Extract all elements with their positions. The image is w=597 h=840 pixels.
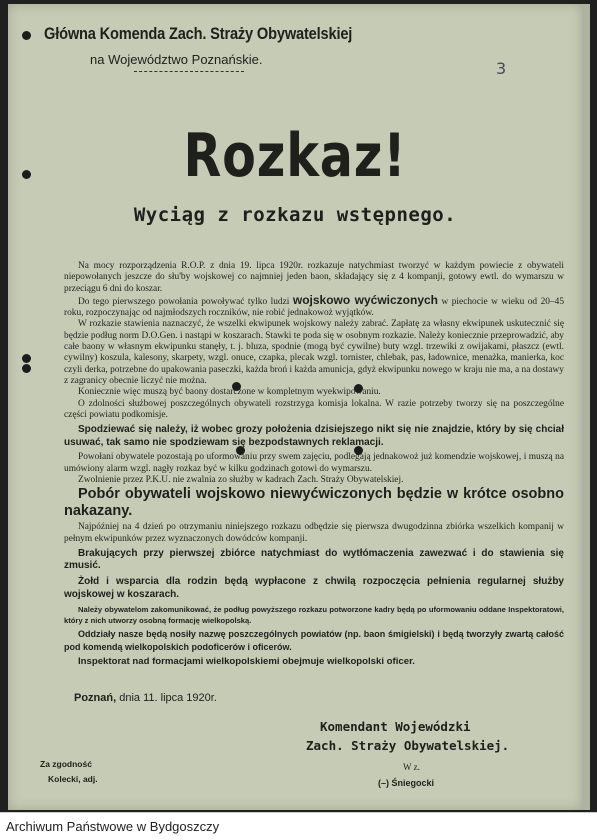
paragraph: Spodziewać się należy, iż wobec grozy położenia dzisiejszego nikt się nie znajdzie, który by się chciał usuwać, tak samo nie spodziewam się bezpodstawnych reklamacji. [64,424,564,448]
date-text: dnia 11. lipca 1920r. [119,692,217,704]
paragraph: Zwolnienie przez P.K.U. nie zwalnia zo służby w kadrach Zach. Straży Obywatelskiej. [78,474,404,485]
date-place: Poznań, [74,692,117,704]
paragraph: Należy obywatelom zakomunikować, że podług powyższego rozkazu potworzone kadry będą po uformowaniu oddane Inspektoratowi, który z nich utworzy osobną formację wielkopolską. [64,605,564,626]
punch-hole [22,364,31,373]
paragraph: Najpóźniej na 4 dzień po otrzymaniu niniejszego rozkazu odbędzie się pierwsza dwugodzinna zbiórka wszelkich kompanij w pełnym ekwipunków przez wyznaczonych dowódców kompanji. [64,522,564,544]
header-divider [134,71,244,72]
conformity-label: Za zgodność [40,759,92,769]
archive-footer [0,812,597,840]
paragraph-text: w piechocie w wieku od 20–45 roku, rozpoczynając od najmłodszych roczników, nie robić jednakowoż wyjątków. [64,296,565,319]
signature-organization: Zach. Straży Obywatelskiej. [306,738,510,753]
paragraph: O zdolności służbowej poszczególnych obywateli rozstrzyga komisja lokalna. W razie potrzeby tworzy się na poszczególne części powiatu podkomisje. [64,398,564,420]
paragraph-text: Do tego pierwszego powołania powoływać tylko ludzi [78,296,290,307]
paragraph [64,292,565,320]
punch-hole [22,354,31,363]
document-subtitle: Wyciąg z rozkazu wstępnego. [133,204,457,226]
signatory-name: (–) Śniegocki [378,778,435,788]
paragraph: Żołd i wsparcia dla rodzin będą wypłacone z chwilą rozpoczęcia pełnienia regularnej służby wojskowej w koszarach. [64,576,564,600]
paragraph: Powołani obywatele pozostają po uformowaniu przy swem zajęciu, podlegają jednakowoż już komendzie wojskowej, i muszą na umówiony alarm wzgl. nagły rozkaz być w kilku godzinach gotowi do wymarszu. [64,452,564,474]
punch-hole [22,31,31,40]
paragraph: Koniecznie więc muszą być baony dostarczone w kompletnym wyekwipowaniu. [78,387,381,398]
issuer-name: Główna Komenda Zach. Straży Obywatelskiej [44,24,353,43]
document-page [8,4,582,810]
emphasis-text: wojskowo wyćwiczonych [292,292,439,307]
paragraph: Brakujących przy pierwszej zbiórce natychmiast do wytłómaczenia zawezwać i do stawienia się zmusić. [64,547,564,572]
paragraph: Inspektorat nad formacjami wielkopolskiemi obejmuje wielkopolski oficer. [78,656,415,668]
page-edge [582,4,590,810]
paragraph: W rozkazie stawienia naznaczyć, że wszelki ekwipunek wojskowy należy zabrać. Zapłatę za własny ekwipunek uskutecznić się będzie podług norm D.O.Gen. i nastąpi w koszarach. Stawki te poda się w osobnym rozkazie. Należy koniecznie przeprowadzić, aby całe baony w własnym ekwipunku stanęły, t. j. bluza, spodnie (mogą być cywilne) buty wzgl. trzewiki z owijakami, płaszcz (ewtl. cywilny) koszula, kalesony, skarpety, wzgl. onuce, czapka, plecak wzgl. tornister, chlebak, pas, ładownice, menażka, manierka, koc czyli derka, potrzebne do upakowania paseczki, każda broń i każda amunicja, gdyż ekwipunku nowego w kraju nie ma, a na dostawy z zagranicy obecnie liczyć nie można. [64,319,564,386]
conformity-signatory: Kolecki, adj. [48,774,98,784]
punch-hole [22,170,31,179]
issuer-region: na Województwo Poznańskie. [90,52,263,67]
pencil-page-number: 3 [496,59,507,78]
paragraph: Oddziały nasze będą nosiły nazwę poszczególnych powiatów (np. baon śmigielski) i będą tworzyły zwartą całość pod komendą wielkopolskich podoficerów i oficerów. [64,629,564,652]
signature-wz: W z. [403,762,420,772]
archive-name: Archiwum Państwowe w Bydgoszczy [6,819,220,834]
document-title: Rozkaz! [183,121,407,191]
paragraph: Na mocy rozporządzenia R.O.P. z dnia 19. lipca 1920r. rozkazuje natychmiast tworzyć w każdym powiecie z obywateli niepowołanych jeszcze do słu'by wojskowej co najmniej jeden baon, składający się z 4 kompanji, gotowy ewtl. do wymarszu w przeciągu 6 dni do koszar. [64,261,564,294]
date-line [74,692,217,704]
signature-title: Komendant Wojewódzki [320,719,471,734]
document-body [64,261,564,669]
paragraph: Pobór obywateli wojskowo niewyćwiczonych będzie w krótce osobno nakazany. [64,486,564,520]
